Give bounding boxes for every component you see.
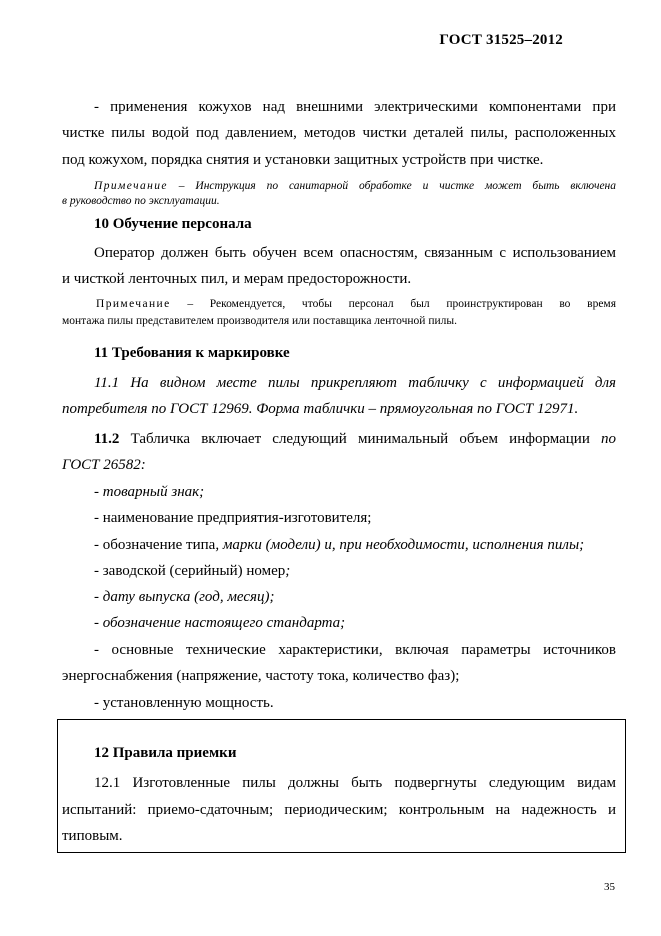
section-12-line-2: испытаний: приемо-сдаточным; периодическим; контрольным на надежность и <box>62 802 616 818</box>
page-number: 35 <box>604 881 615 893</box>
note-1-label: Примечание <box>94 180 168 192</box>
section-12-line-3: типовым. <box>62 828 123 844</box>
item-serial-a: - заводской (серийный) номер <box>94 563 286 579</box>
item-serial-b: ; <box>285 563 291 579</box>
note-1-dash: – <box>167 180 196 192</box>
cleaning-line-2: чистке пилы водой под давлением, методов чистки деталей пилы, расположенных <box>62 125 616 141</box>
item-date: - дату выпуска (год, месяц); <box>94 589 275 605</box>
item-trademark: - товарный знак; <box>94 484 205 500</box>
cleaning-line-3: под кожухом, порядка снятия и установки защитных устройств при чистке. <box>62 152 544 168</box>
item-type-b: , марки (модели) и, при необходимости, исполнения пилы; <box>215 537 585 553</box>
section-10-line-1: Оператор должен быть обучен всем опасностям, связанным с использованием <box>94 245 616 261</box>
item-manufacturer: - наименование предприятия-изготовителя; <box>94 510 372 526</box>
clause-11-2-line-2: ГОСТ 26582: <box>62 457 146 473</box>
note-1-text: Инструкция по санитарной обработке и чистке может быть включена <box>195 180 617 192</box>
note-1-line-2: в руководство по эксплуатации. <box>62 195 220 207</box>
note-2-line-1 <box>96 296 616 313</box>
section-10-heading: 10 Обучение персонала <box>94 216 252 232</box>
item-standard: - обозначение настоящего стандарта; <box>94 615 346 631</box>
item-specs-line-2: энергоснабжения (напряжение, частоту тока, количество фаз); <box>62 668 460 684</box>
clause-11-1-line-2: потребителя по ГОСТ 12969. Форма таблички – прямоугольная по ГОСТ 12971. <box>62 401 579 417</box>
clause-11-2-po: по <box>601 431 616 447</box>
section-11-heading: 11 Требования к маркировке <box>94 345 290 361</box>
section-12-heading: 12 Правила приемки <box>94 745 237 761</box>
item-type-a: - обозначение типа <box>94 537 216 553</box>
section-10-line-2: и чисткой ленточных пил, и мерам предосторожности. <box>62 271 412 287</box>
clause-11-2-number: 11.2 <box>94 431 120 447</box>
item-specs-line-1: - основные технические характеристики, включая параметры источников <box>94 642 616 658</box>
clause-11-2-text: Табличка включает следующий минимальный объем информации <box>119 431 601 447</box>
clause-11-1-line-1: 11.1 На видном месте пилы прикрепляют табличку с информацией для <box>94 375 616 391</box>
cleaning-line-1: - применения кожухов над внешними электрическими компонентами при <box>94 99 616 115</box>
note-2-label: Примечание <box>96 298 171 310</box>
section-12-line-1: 12.1 Изготовленные пилы должны быть подвергнуты следующим видам <box>94 775 616 791</box>
note-2-line-2: монтажа пилы представителем производителя или поставщика ленточной пилы. <box>62 315 457 327</box>
note-2-text: – Рекомендуется, чтобы персонал был проинструктирован во время <box>170 298 616 310</box>
clause-11-2-line-1 <box>94 424 616 454</box>
document-header: ГОСТ 31525–2012 <box>439 32 563 48</box>
item-power: - установленную мощность. <box>94 695 274 711</box>
